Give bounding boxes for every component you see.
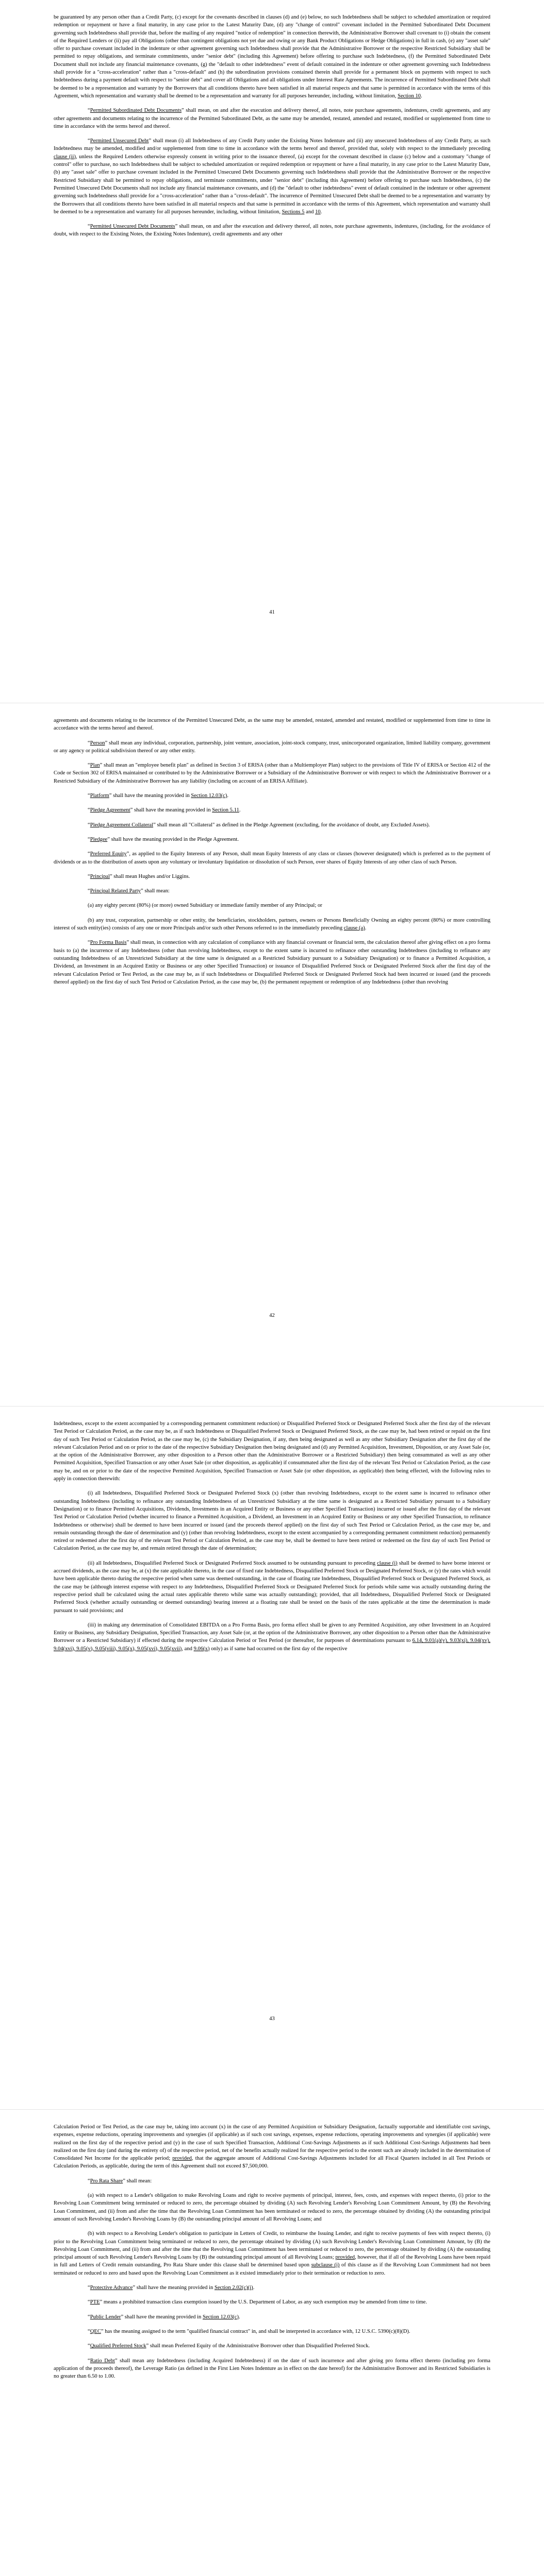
cross-reference: Section 2.02(c)(i)	[214, 2285, 253, 2291]
defined-term: Pro Forma Basis	[90, 940, 127, 946]
definition-paragraph: “Principal Related Party” shall mean:	[88, 888, 170, 894]
page-number: 43	[269, 2016, 275, 2022]
cross-reference: Section 5.11	[212, 807, 239, 814]
cross-reference: subclause (i)	[311, 2262, 340, 2268]
defined-term: Platform	[90, 793, 109, 799]
defined-term: Preferred Equity	[90, 851, 127, 857]
cross-reference: Section 10	[398, 93, 421, 99]
defined-term: Principal	[90, 873, 110, 879]
definition-paragraph: “Ratio Debt” shall mean any Indebtedness (including Acquired Indebtedness) if on the date of such incurrence and after giving pro forma effect thereto (including pro forma application of the proceeds thereof), the Leverage Ratio (as defined in the First Lien Notes Indenture as in effect on the date hereof) for the Administrative Borrower and its Restricted Subsidiaries is no greater than 6.50 to 1.00.	[54, 2358, 490, 2380]
defined-term: Pledge Agreement	[90, 807, 130, 814]
defined-term: PTE	[90, 2299, 100, 2306]
continuation-paragraph: Calculation Period or Test Period, as the case may be, taking into account (x) in the case of any Permitted Acquisition or Subsidiary Designation, factually supportable and identifiable cost savings, expenses, expense reductions, operating improvements and synergies (if applicable) as if such cost savings, expenses, expense reductions, operating improvements and synergies (if applicable) were realized on the first day of the respective period and (y) in the case of such Specified Transaction, Additional Cost-Savings Adjustments as if such Additional Cost-Savings Adjustments had been realized on the first day (and during the entirety of) of the respective period, net of the benefits actually realized for the respective period to the extent such are already included in the determination of Consolidated Net Income for the applicable period; provided, that the aggregate amount of Additional Cost-Savings Adjustments included for all Fiscal Quarters included in all Test Periods or Calculation Periods, as applicable, during the term of this Agreement shall not exceed $7,500,000.	[54, 2124, 490, 2170]
definition-paragraph: “QEC” has the meaning assigned to the term "qualified financial contract" in, and shall be interpreted in accordance with, 12 U.S.C. 5390(c)(8)(D).	[88, 2328, 410, 2334]
continuation-paragraph: Indebtedness, except to the extent accompanied by a corresponding permanent commitment reduction) or Disqualified Preferred Stock or Designated Preferred Stock after the first day of the relevant Test Period or Calculation Period, as the case may be, as if such Indebtedness or Disqualified Preferred Stock or Designated Preferred Stock, as the case may be, had been retired or repaid on the first day of such Test Period or Calculation Period, as the case may be, (c) the Subsidiary Designation, if any, then being designated as well as any other Subsidiary Designation after the first day of the relevant Calculation Period and on or prior to the date of the respective Subsidiary Designation then being designated and (d) any Permitted Acquisition, Investment, Disposition, or any Asset Sale (or, at the option of the Administrative Borrower, any other disposition to a Person other than the Administrative Borrower or a Restricted Subsidiary) then being consummated as well as any other Permitted Acquisition, Specified Transaction or any other Asset Sale (or other disposition, as applicable) if consummated after the first day of the relevant Test Period or Calculation Period, as the case may be, and on or prior to the date of the respective Permitted Acquisition, Specified Transaction or Asset Sale (or other disposition, as applicable) then being effected, with the following rules to apply in connection therewith:	[54, 1421, 490, 1482]
definition-paragraph: “Platform” shall have the meaning provided in Section 12.03(c).	[88, 793, 229, 799]
defined-term: QEC	[90, 2328, 101, 2334]
defined-term: Permitted Subordinated Debt Documents	[90, 108, 182, 114]
sub-clause-paragraph: (i) all Indebtedness, Disqualified Preferred Stock or Designated Preferred Stock (x) (other than revolving Indebtedness, except to the extent same is incurred to refinance other outstanding Indebtedness (including to refinance any outstanding Indebtedness of an Unrestricted Subsidiary at the time same is designated as a Restricted Subsidiary pursuant to a Subsidiary Designation) or to finance Permitted Acquisitions, Dividends, Investments in an Acquired Entity or Business or any other Specified Transaction) incurred or issued after the first day of the relevant Test Period or Calculation Period (whether incurred to finance a Permitted Acquisition, a Dividend, an Investment in an Acquired Entity or Business or any other Specified Transaction, to refinance Indebtedness or otherwise) shall be deemed to have been incurred or issued (and the proceeds thereof applied) on the first day of such Test Period or Calculation Period, as the case may be, and remain outstanding through the date of determination and (y) (other than revolving Indebtedness, except to the extent accompanied by a corresponding permanent commitment reduction) permanently retired or redeemed after the first day of the relevant Test Period or Calculation Period, as the case may be, shall be deemed to have been retired or redeemed on the first day of such Test Period or Calculation Period, as the case may be, and remain retired through the date of determination;	[54, 1490, 490, 1552]
cross-reference: 6.14, 9.01(a)(v), 9.03(xi), 9.04(xv), 9.04(xvi), 9.05(v), 9.05(viii), 9.05(x), 9.05(xvi), 9.05(xvii)	[54, 1638, 490, 1652]
cross-reference: provided	[335, 2255, 355, 2261]
definition-paragraph: “Person” shall mean any individual, corporation, partnership, joint venture, association, joint-stock company, trust, unincorporated organization, limited liability company, government or any agency or political subdivision thereof or any other entity.	[54, 740, 490, 754]
sub-clause-paragraph: (iii) in making any determination of Consolidated EBITDA on a Pro Forma Basis, pro forma effect shall be given to any Permitted Acquisition, any other Investment in an Acquired Entity or Business, any Subsidiary Designation, Specified Transaction, any Asset Sale (or, at the option of the Administrative Borrower, any other disposition to a Person other than the Administrative Borrower or a Restricted Subsidiary) if effected during the respective Calculation Period or Test Period (or thereafter, for purposes of determinations pursuant to 6.14, 9.01(a)(v), 9.03(xi), 9.04(xv), 9.04(xvi), 9.05(v), 9.05(viii), 9.05(x), 9.05(xvi), 9.05(xvii), and 9.06(x) only) as if same had occurred on the first day of the respective	[54, 1622, 490, 1652]
definition-paragraph: “Pledgee” shall have the meaning provided in the Pledge Agreement.	[88, 836, 239, 842]
page-number: 41	[269, 609, 275, 615]
defined-term: Permitted Unsecured Debt Documents	[90, 224, 175, 230]
defined-term: Public Lender	[90, 2314, 121, 2320]
cross-reference: 10	[315, 209, 321, 215]
cross-reference: Section 12.03(c)	[203, 2314, 239, 2320]
cross-reference: clause (a)	[343, 925, 365, 931]
definition-paragraph: “Pro Rata Share” shall mean:	[88, 2178, 152, 2184]
definition-paragraph: “Permitted Subordinated Debt Documents” shall mean, on and after the execution and delivery thereof, all notes, note purchase agreements, indentures, credit agreements, and any other agreements and documents relating to the incurrence of the Permitted Subordinated Debt, as the same may be amended, restated, amended and restated, modified or supplemented from time to time in accordance with the terms hereof and thereof.	[54, 108, 490, 129]
definition-paragraph: “Pledge Agreement Collateral” shall mean all "Collateral" as defined in the Pledge Agreement (excluding, for the avoidance of doubt, any Excluded Assets).	[88, 822, 430, 828]
definition-paragraph: “PTE” means a prohibited transaction class exemption issued by the U.S. Department of Labor, as any such exemption may be amended from time to time.	[88, 2299, 427, 2306]
continuation-paragraph: be guaranteed by any person other than a Credit Party, (c) except for the covenants described in clauses (d) and (e) below, no such Indebtedness shall be subject to scheduled amortization or required redemption or repayment or have a final maturity, in any case prior to the Latest Maturity Date, (d) any "change of control" covenant included in the Permitted Subordinated Debt Document governing such Indebtedness shall provide that, before the mailing of any required "notice of redemption" in connection therewith, the Administrative Borrower shall covenant to (i) obtain the consent of the Required Lenders or (ii) pay all Obligations (other than contingent obligations not yet due and owing or any Bank Product Obligations or Hedge Obligations) in full in cash, (e) any "asset sale" offer to purchase covenant included in the indenture or other agreement governing such Indebtedness shall provide that the Administrative Borrower or the respective Restricted Subsidiary shall be permitted to repay obligations, and terminate commitments, under "senior debt" (including this Agreement) before offering to purchase such Indebtedness, (f) the Permitted Subordinated Debt Document shall not include any financial maintenance covenants, (g) the "default to other indebtedness" event of default contained in the indenture or other agreement governing such Indebtedness shall provide for a "cross-acceleration" rather than a "cross-default" and (h) the subordination provisions contained therein shall provide for a permanent block on payments with respect to such Indebtedness during a payment default with respect to "senior debt" and cover all Obligations and all obligations under Interest Rate Agreements. The incurrence of Permitted Subordinated Debt shall be deemed to be a representation and warranty by the Borrowers that all conditions thereto have been satisfied in all material respects and that same is permitted in accordance with the terms of this Agreement, which representation and warranty shall be deemed to be a representation and warranty for all purposes hereunder, including, without limitation, Section 10.	[54, 14, 490, 99]
cross-reference: Section 12.03(c)	[191, 793, 227, 799]
document-page-43	[0, 1406, 544, 2110]
defined-term: Pro Rata Share	[90, 2178, 123, 2184]
definition-paragraph: “Preferred Equity”, as applied to the Equity Interests of any Person, shall mean Equity Interests of any class or classes (however designated) which is preferred as to the payment of dividends or as to the distribution of assets upon any voluntary or involuntary liquidation or dissolution of such Person, over shares of Equity Interests of any other class of such Person.	[54, 851, 490, 865]
continuation-paragraph: agreements and documents relating to the incurrence of the Permitted Unsecured Debt, as the same may be amended, restated, amended and restated, modified or supplemented from time to time in accordance with the terms hereof and thereof.	[54, 718, 490, 732]
definition-paragraph: “Pro Forma Basis” shall mean, in connection with any calculation of compliance with any financial covenant or financial term, the calculation thereof after giving effect on a pro forma basis to (a) the incurrence of any Indebtedness (other than revolving Indebtedness, except to the extent same is incurred to refinance other outstanding Indebtedness (including to refinance any outstanding Indebtedness of an Unrestricted Subsidiary at the time same is designated as a Restricted Subsidiary pursuant to a Subsidiary Designation) or to finance a Permitted Acquisition, a Dividend, an Investment in an Acquired Entity or Business or any other Specified Transaction) or issuance of Disqualified Preferred Stock or Designated Preferred Stock after the first day of the relevant Calculation Period or Test Period, as the case may be, as if such Indebtedness or Disqualified Preferred Stock or Designated Preferred Stock had been incurred or issued (and the proceeds thereof applied) on the first day of such Test Period or Calculation Period, as the case may be, (b) the permanent repayment or redemption of any Indebtedness (other than revolving	[54, 940, 490, 985]
cross-reference: clause (ii)	[54, 154, 76, 160]
document-page-42	[0, 703, 544, 1406]
defined-term: Person	[90, 740, 105, 746]
defined-term: Protective Advance	[90, 2285, 133, 2291]
document-page-44	[0, 2110, 544, 2576]
page-number: 42	[269, 1313, 275, 1318]
cross-reference: Sections 5	[282, 209, 305, 215]
cross-reference: clause (i)	[377, 1560, 398, 1566]
sub-clause-paragraph: (ii) all Indebtedness, Disqualified Preferred Stock or Designated Preferred Stock assumed to be outstanding pursuant to preceding clause (i) shall be deemed to have borne interest or accrued dividends, as the case may be, at (x) the rate applicable thereto, in the case of fixed rate Indebtedness, Disqualified Preferred Stock or Designated Preferred Stock, or (y) the rates which would have been applicable thereto during the respective period when same was deemed outstanding, in the case of floating rate Indebtedness, Disqualified Preferred Stock or Designated Preferred Stock, as the case may be (although interest expense with respect to any Indebtedness, Disqualified Preferred Stock or Designated Preferred Stock for periods while same was actually outstanding during the respective period shall be calculated using the actual rates applicable thereto while same was actually outstanding); provided, that all Indebtedness, Disqualified Preferred Stock or Designated Preferred Stock (whether actually outstanding or deemed outstanding) bearing interest at a floating rate shall be tested on the basis of the rates applicable at the time the determination is made pursuant to said provisions; and	[54, 1560, 490, 1614]
definition-paragraph: “Protective Advance” shall have the meaning provided in Section 2.02(c)(i).	[88, 2285, 255, 2291]
sub-clause-paragraph: (b) any trust, corporation, partnership or other entity, the beneficiaries, stockholders, partners, owners or Persons Beneficially Owning an eighty percent (80%) or more controlling interest of such entity(ies) consists of any one or more Principals and/or such other Persons referred to in the immediately preceding clause (a).	[54, 917, 490, 931]
definition-paragraph: “Plan” shall mean an "employee benefit plan" as defined in Section 3 of ERISA (other than a Multiemployer Plan) subject to the provisions of Title IV of ERISA or Section 412 of the Code or Section 302 of ERISA maintained or contributed to by the Administrative Borrower or a Subsidiary of the Administrative Borrower or with respect to which the Administrative Borrower or a Restricted Subsidiary of the Administrative Borrower has any liability (including on account of an ERISA Affiliate).	[54, 762, 490, 784]
sub-clause-paragraph: (b) with respect to a Revolving Lender's obligation to participate in Letters of Credit, to reimburse the Issuing Lender, and right to receive payments of fees with respect thereto, (i) prior to the Revolving Loan Commitment being terminated or reduced to zero, the percentage obtained by dividing (A) such Revolving Lender's Revolving Loan Commitment Amount, by (B) the Revolving Loan Commitment, and (ii) from and after the time that the Revolving Loan Commitment has been terminated or reduced to zero, the percentage obtained by dividing (A) the outstanding principal amount of such Revolving Lender's Revolving Loans by (B) the outstanding principal amount of all Revolving Loans; provided, however, that if all of the Revolving Loans have been repaid in full and Letters of Credit remain outstanding, Pro Rata Share under this clause shall be determined based upon subclause (i) of this clause as if the Revolving Loan Commitment had not been terminated or reduced to zero and based upon the Revolving Loan Commitment as it existed immediately prior to their termination or reduction to zero.	[54, 2231, 491, 2276]
defined-term: Pledgee	[90, 836, 108, 842]
defined-term: Permitted Unsecured Debt	[90, 138, 149, 144]
definition-paragraph: “Principal” shall mean Hughes and/or Liggins.	[88, 873, 190, 879]
definition-paragraph: “Public Lender” shall have the meaning provided in Section 12.03(c).	[88, 2314, 240, 2320]
defined-term: Qualified Preferred Stock	[90, 2343, 146, 2349]
page-body	[54, 13, 490, 239]
page-body	[54, 2123, 490, 2380]
page-body	[54, 1420, 490, 1653]
defined-term: Plan	[90, 762, 100, 769]
definition-paragraph: “Permitted Unsecured Debt Documents” shall mean, on and after the execution and delivery thereof, all notes, note purchase agreements, indentures, (including, for the avoidance of doubt, with respect to the Existing Notes, the Existing Notes Indenture), credit agreements and any other	[54, 224, 490, 238]
document-page-41	[0, 0, 544, 703]
definition-paragraph: “Pledge Agreement” shall have the meaning provided in Section 5.11.	[88, 807, 241, 814]
cross-reference: 9.06(x)	[193, 1646, 210, 1652]
defined-term: Pledge Agreement Collateral	[90, 822, 154, 828]
definition-paragraph: “Permitted Unsecured Debt” shall mean (i) all Indebtedness of any Credit Party under the Existing Notes Indenture and (ii) any unsecured Indebtedness of any Credit Party, as such Indebtedness may be amended, modified and/or supplemented from time to time in accordance with the terms hereof and thereof, provided that, solely with respect to the immediately preceding clause (ii), unless the Required Lenders otherwise expressly consent in writing prior to the issuance thereof, (a) except for the covenant described in clause (c) below and a customary "change of control" offer to purchase, no such Indebtedness shall be subject to scheduled amortization or required redemption or repayment or have a final maturity, in any case prior to the Latest Maturity Date, (b) any "asset sale" offer to purchase covenant included in the Permitted Unsecured Debt Documents governing such Indebtedness shall provide that the Administrative Borrower or the respective Restricted Subsidiary shall be permitted to repay obligations, and terminate commitments, under "senior debt" (including this Agreement) before offering to purchase such Indebtedness, (c) the Permitted Unsecured Debt Documents shall not include any financial maintenance covenants, and (d) the "default to other indebtedness" event of default contained in the indenture or other agreement governing such Indebtedness shall provide for a "cross-acceleration" rather than a "cross-default". The incurrence of Permitted Unsecured Debt shall be deemed to be a representation and warranty by the Borrowers that all conditions thereto have been satisfied in all material respects and that same is permitted in accordance with the terms of this Agreement, which representation and warranty shall be deemed to be a representation and warranty for all purposes hereunder, including, without limitation, Sections 5 and 10.	[54, 138, 490, 215]
sub-clause-paragraph: (a) any eighty percent (80%) (or more) owned Subsidiary or immediate family member of any Principal; or	[88, 903, 322, 909]
defined-term: Ratio Debt	[90, 2358, 115, 2364]
defined-term: Principal Related Party	[90, 888, 141, 894]
page-body	[54, 717, 490, 986]
sub-clause-paragraph: (a) with respect to a Lender's obligation to make Revolving Loans and right to receive payments of principal, interest, fees, costs, and expenses with respect thereto, (i) prior to the Revolving Loan Commitment being terminated or reduced to zero, the percentage obtained by dividing (A) such Revolving Lender's Revolving Loan Commitment Amount, by (B) the Revolving Loan Commitment, and (ii) from and after the time that the Revolving Loan Commitment has been terminated or reduced to zero, the percentage obtained by dividing (A) the outstanding principal amount of such Revolving Lender's Revolving Loans by (B) the outstanding principal amount of all Revolving Loans; and	[54, 2193, 490, 2222]
cross-reference: provided	[172, 2156, 192, 2162]
definition-paragraph: “Qualified Preferred Stock” shall mean Preferred Equity of the Administrative Borrower other than Disqualified Preferred Stock.	[88, 2343, 370, 2349]
